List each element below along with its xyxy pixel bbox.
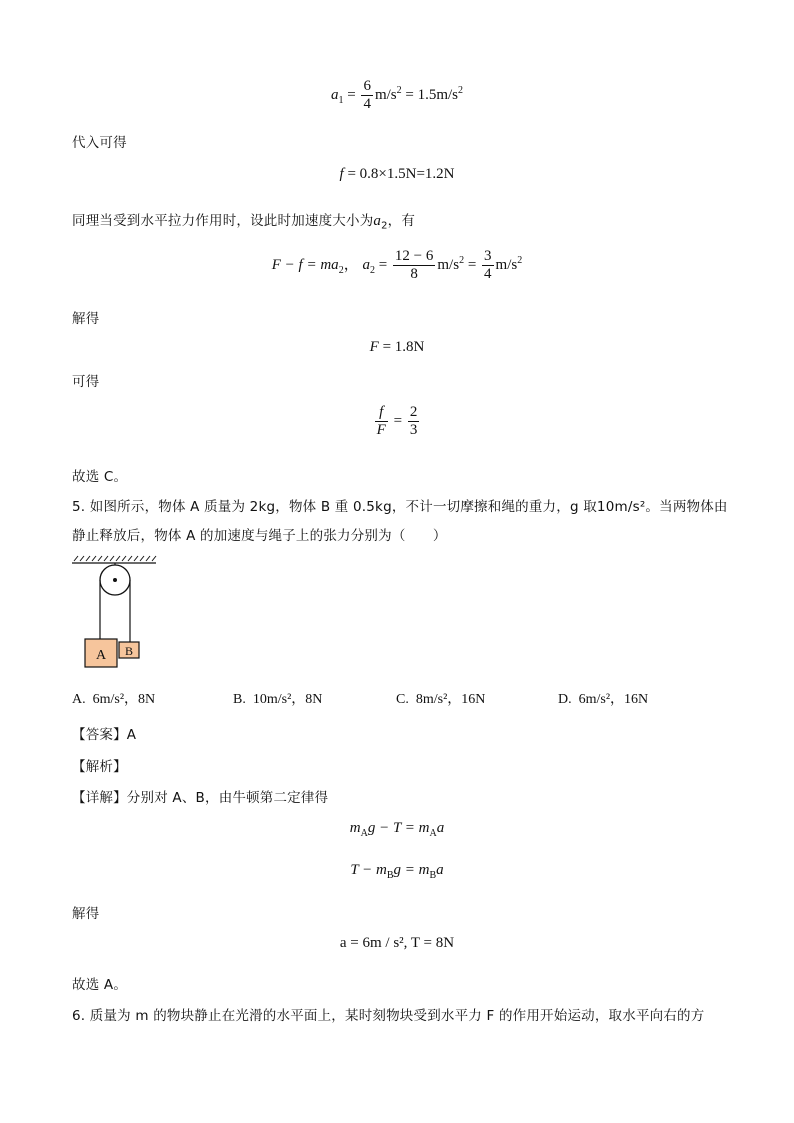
option-d: D. 6m/s²，16N <box>558 692 649 707</box>
answer-line: 【答案】A <box>72 727 137 743</box>
option-c: C. 8m/s²，16N <box>396 692 486 707</box>
equation-a2: $F - f = ma_2$， $a_2$ = $\frac{12 - 6}{8}$ $m/s^2$ = $\frac{3}{4}$ $m/s^2$ <box>271 248 523 283</box>
question-6-line-1: 6. 质量为 m 的物块静止在光滑的水平面上，某时刻物块受到水平力 F 的作用开始运动，取水平向右的方 <box>72 1008 705 1024</box>
equation-force: F = 1.8N <box>369 339 425 355</box>
detail-line: 【详解】分别对 A、B，由牛顿第二定律得 <box>72 790 329 806</box>
analysis-heading: 【解析】 <box>72 759 127 775</box>
block-a-label: A <box>95 648 107 663</box>
text-solve-2: 解得 <box>72 906 100 922</box>
equation-newton-b: $T - m_Bg = m_Ba$ <box>350 862 444 881</box>
equation-a1: $a_1$ = $\frac{6}{4}$ $m/s^2 = 1.5m/s^2$ <box>330 78 464 113</box>
question-5-line-1: 5. 如图所示，物体 A 质量为 2kg，物体 B 重 0.5kg，不计一切摩擦和绳的重力，g 取10m/s²。当两物体由 <box>72 499 728 515</box>
equation-result: a = 6m / s², T = 8N <box>339 935 455 951</box>
pulley-diagram <box>70 552 170 672</box>
equation-friction: f = 0.8×1.5N=1.2N <box>339 166 455 182</box>
question-5-line-2: 静止释放后，物体 A 的加速度与绳子上的张力分别为（ ） <box>72 528 447 544</box>
fraction: $\frac{6}{4}$ <box>363 78 371 113</box>
option-b: B. 10m/s²，8N <box>233 692 323 707</box>
text-then: 可得 <box>72 374 100 390</box>
text-substitute: 代入可得 <box>72 135 127 151</box>
block-b-label: B <box>124 644 134 658</box>
text-same-reason: 同理当受到水平拉力作用时，设此时加速度大小为$a_2$，有 <box>72 213 416 232</box>
text-choose-c: 故选 C。 <box>72 469 128 485</box>
text-solve-1: 解得 <box>72 311 100 327</box>
text-choose-a: 故选 A。 <box>72 977 128 993</box>
equation-newton-a: $m_Ag - T = m_Aa$ <box>349 820 445 839</box>
option-a: A. 6m/s²，8N <box>72 692 156 707</box>
equation-ratio: $\frac{f}{F}$ = $\frac{2}{3}$ <box>376 404 418 439</box>
